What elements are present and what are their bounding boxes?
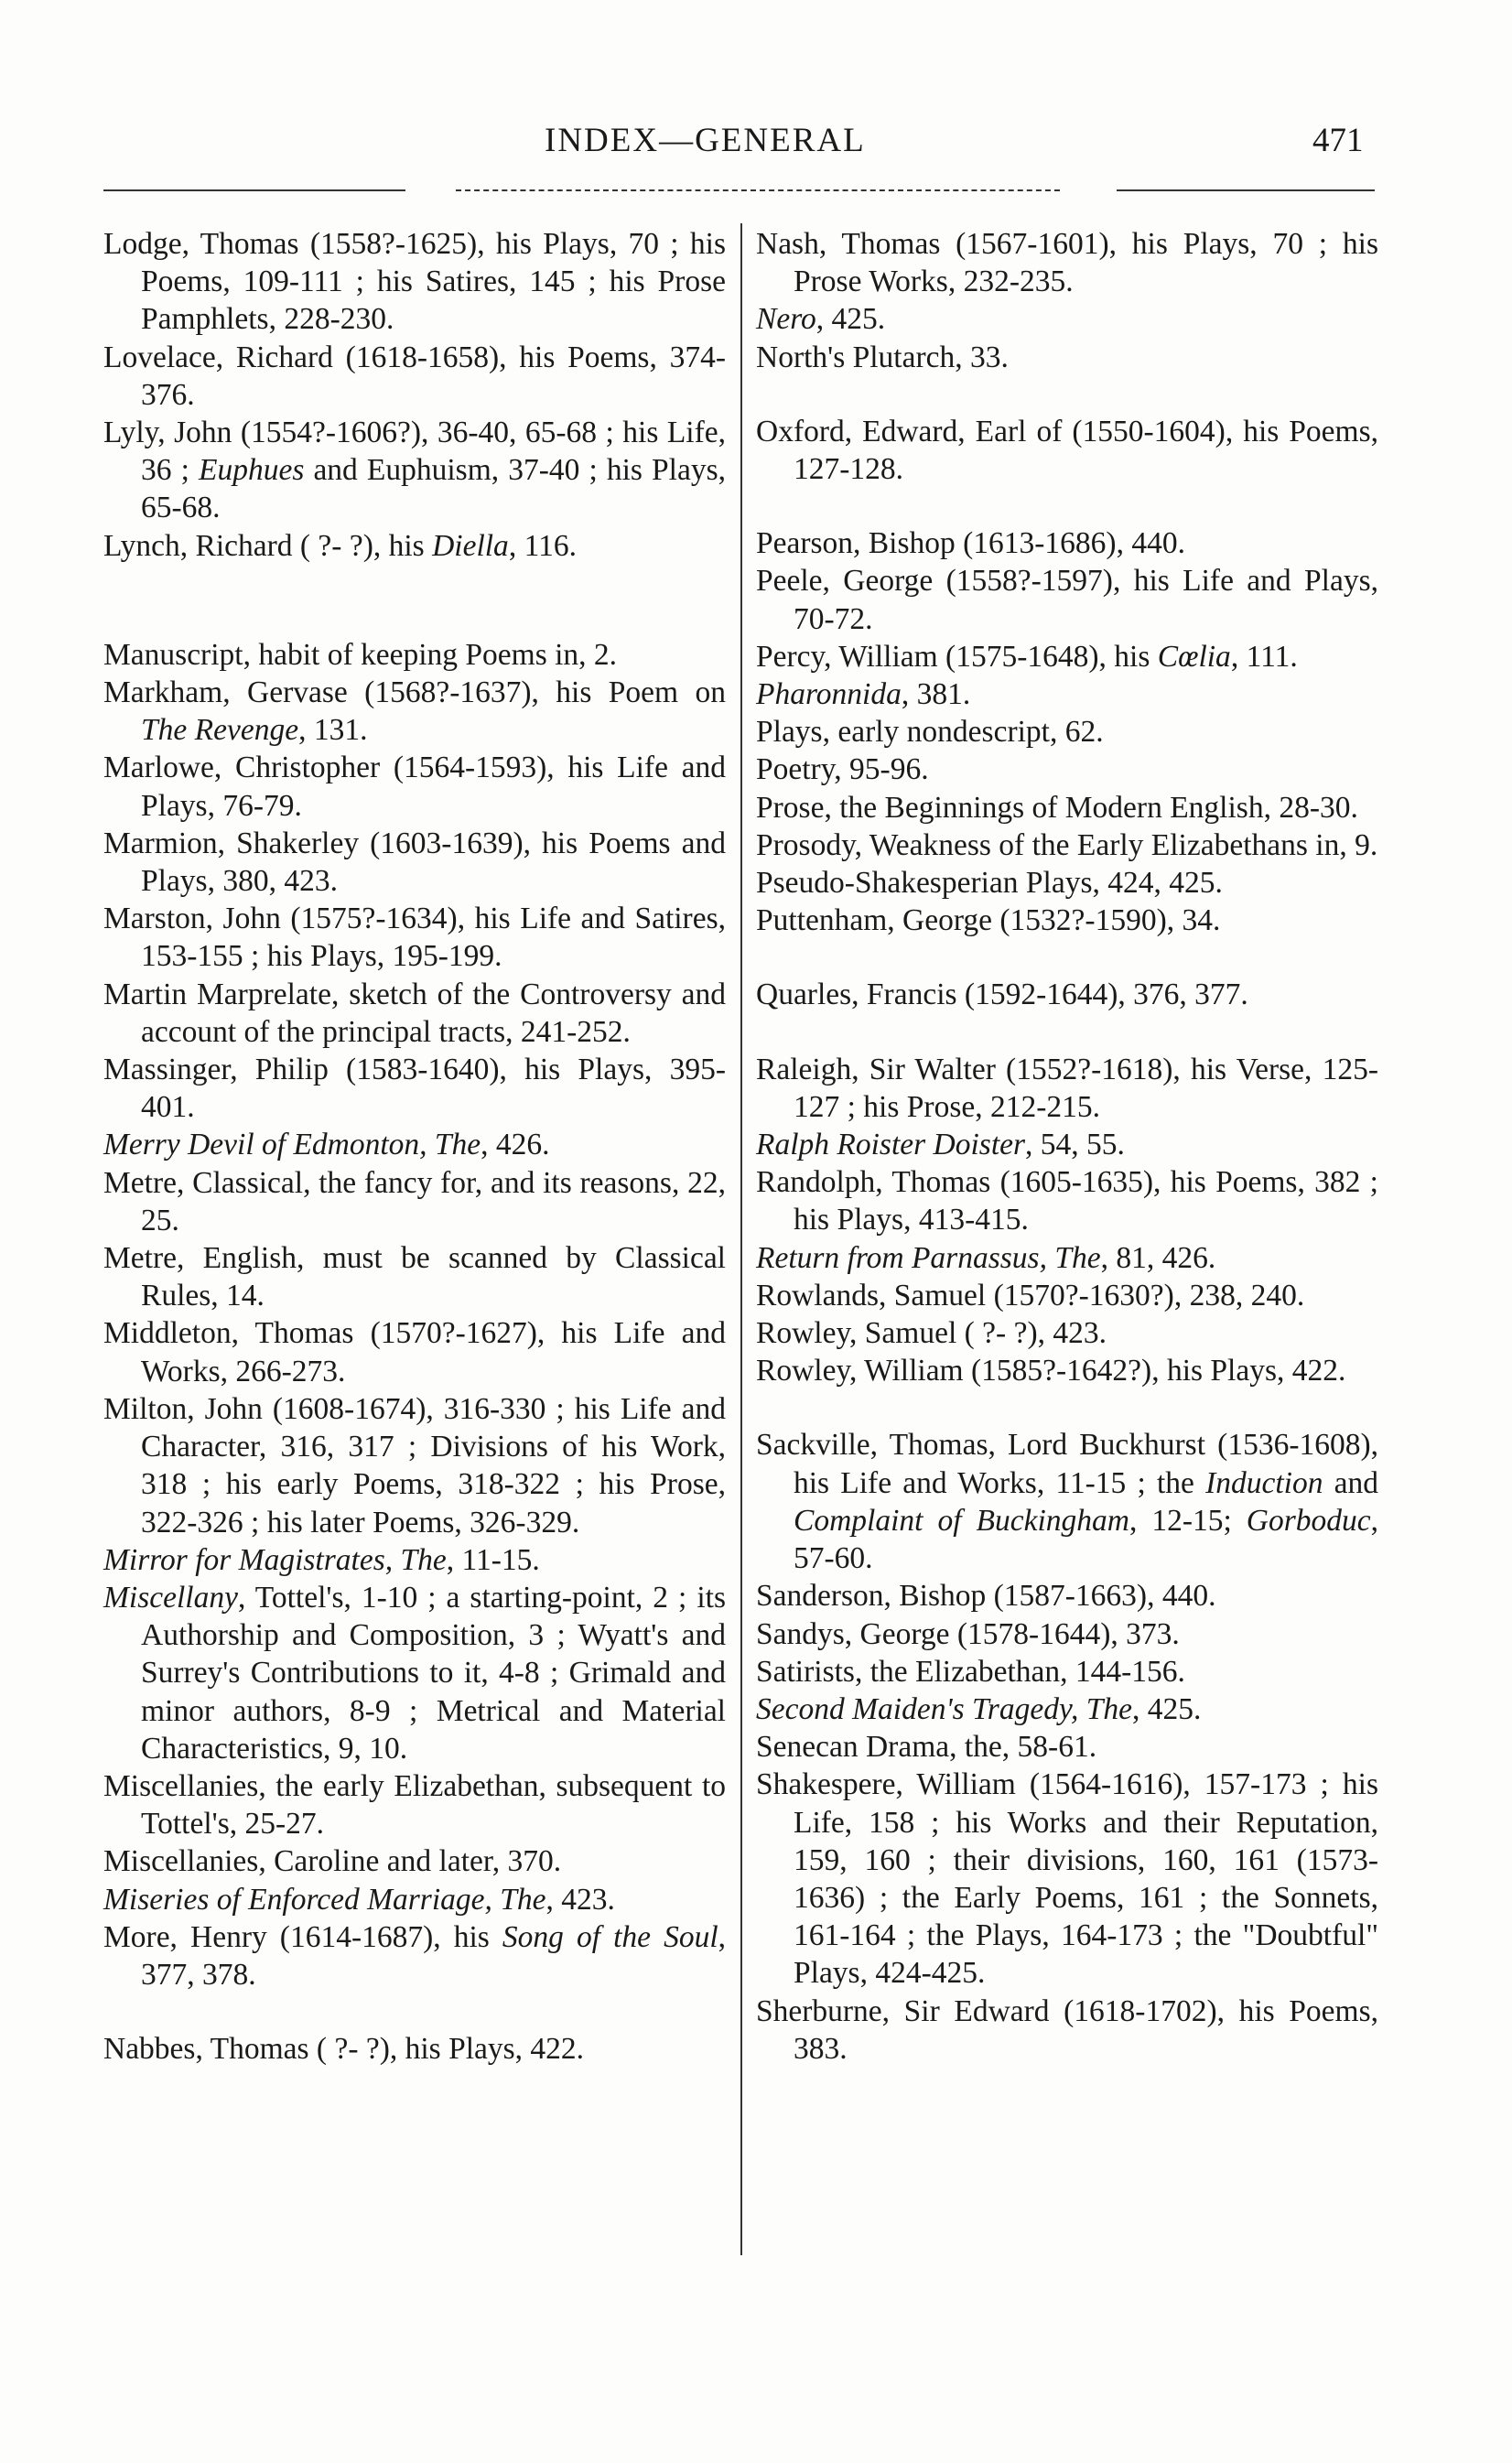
index-entry: [103, 527, 726, 565]
index-entry: [756, 1728, 1378, 1766]
index-entry-italic-text: Gorboduc: [1246, 1503, 1371, 1538]
index-entry: [756, 1352, 1378, 1389]
index-entry: [103, 1881, 726, 1918]
header-rule-middle: [456, 189, 1060, 191]
index-column-right: [756, 225, 1378, 2068]
index-entry-text: Marlowe, Christopher (1564-1593), his Life and Plays, 76-79.: [103, 751, 726, 823]
index-entry-text: , 111.: [1230, 639, 1298, 674]
index-entry-text: Rowley, William (1585?-1642?), his Plays, 422.: [756, 1354, 1346, 1388]
index-entry: [756, 976, 1378, 1013]
index-entry-italic-text: Complaint of Buckingham: [794, 1503, 1129, 1538]
index-entry: [103, 414, 726, 527]
index-entry-text: Rowlands, Samuel (1570?-1630?), 238, 240.: [756, 1278, 1305, 1313]
index-entry-text: Pseudo-Shakesperian Plays, 424, 425.: [756, 866, 1223, 901]
index-entry-text: Lynch, Richard ( ?- ?), his: [103, 528, 433, 563]
index-entry-text: and: [1323, 1465, 1378, 1500]
index-column-left: [103, 225, 726, 2068]
index-entry-italic-text: Pharonnida: [756, 677, 902, 712]
header-rule-left: [103, 189, 405, 191]
index-entry: [103, 2030, 726, 2068]
index-entry-text: , 81, 426.: [1100, 1240, 1216, 1275]
index-entry-text: Oxford, Edward, Earl of (1550-1604), his Poems, 127-128.: [756, 414, 1378, 487]
index-entry-text: , 116.: [508, 528, 577, 563]
letter-group-spacer: [103, 1993, 726, 2030]
index-entry-text: Randolph, Thomas (1605-1635), his Poems, 382 ; his Plays, 413-415.: [756, 1165, 1378, 1237]
letter-group-spacer: [103, 565, 726, 636]
index-entry: [103, 749, 726, 824]
index-entry: [103, 225, 726, 339]
index-entry-italic-text: Merry Devil of Edmonton, The: [103, 1128, 481, 1162]
index-entry-text: Rowley, Samuel ( ?- ?), 423.: [756, 1316, 1107, 1351]
index-entry-text: Peele, George (1558?-1597), his Life and Plays, 70-72.: [756, 564, 1378, 636]
index-entry-italic-text: Miseries of Enforced Marriage, The: [103, 1882, 546, 1917]
index-entry-text: Martin Marprelate, sketch of the Controversy and account of the principal tracts, 241-252.: [103, 977, 726, 1049]
index-entry-text: Massinger, Philip (1583-1640), his Plays, 395-401.: [103, 1053, 726, 1125]
index-entry-italic-text: Nero: [756, 302, 816, 337]
index-entry: [103, 1918, 726, 1993]
index-entry: [756, 562, 1378, 637]
index-entry: [756, 1426, 1378, 1577]
index-entry-text: , 425.: [1131, 1691, 1202, 1726]
index-entry-italic-text: Cœlia: [1157, 639, 1231, 674]
index-entry-text: Lovelace, Richard (1618-1658), his Poems, 374-376.: [103, 340, 726, 412]
column-divider: [740, 223, 742, 2255]
index-entry-text: , 377, 378.: [141, 1919, 726, 1992]
index-entry-text: Marmion, Shakerley (1603-1639), his Poems and Plays, 380, 423.: [103, 826, 726, 899]
index-entry-text: Puttenham, George (1532?-1590), 34.: [756, 903, 1221, 938]
index-entry-text: Metre, Classical, the fancy for, and its reasons, 22, 25.: [103, 1165, 726, 1237]
index-entry-text: , Tottel's, 1-10 ; a starting-point, 2 ; its Authorship and Composition, 3 ; Wyatt's and Surrey's Contributions to it, 4-8 ; Grimald and minor authors, 8-9 ; Metrical and Material Characteristics, 9, 10.: [141, 1580, 726, 1766]
page-header: [0, 121, 1512, 176]
index-entry-text: , 131.: [298, 713, 368, 748]
index-entry-italic-text: Second Maiden's Tragedy, The: [756, 1691, 1132, 1726]
index-entry: [103, 976, 726, 1051]
index-entry: [756, 1615, 1378, 1653]
letter-group-spacer: [756, 376, 1378, 413]
index-entry-text: Sandys, George (1578-1644), 373.: [756, 1616, 1180, 1651]
index-entry-text: North's Plutarch, 33.: [756, 340, 1009, 374]
index-entry: [756, 225, 1378, 300]
index-entry: [756, 713, 1378, 751]
index-entry-text: , 57-60.: [794, 1503, 1379, 1576]
index-entry-text: Raleigh, Sir Walter (1552?-1618), his Verse, 125-127 ; his Prose, 212-215.: [756, 1052, 1378, 1124]
index-entry-text: Milton, John (1608-1674), 316-330 ; his Life and Character, 316, 317 ; Divisions of his Work, 318 ; his early Poems, 318-322 ; his Prose, 322-326 ; his later Poems, 326-329.: [103, 1391, 726, 1539]
index-entry-text: Nash, Thomas (1567-1601), his Plays, 70 ; his Prose Works, 232-235.: [756, 227, 1378, 299]
index-entry: [756, 1766, 1378, 1992]
index-entry-text: , 12-15;: [1129, 1503, 1247, 1538]
index-entry-text: Middleton, Thomas (1570?-1627), his Life and Works, 266-273.: [103, 1316, 726, 1388]
index-entry: [103, 1051, 726, 1126]
index-entry-text: Shakespere, William (1564-1616), 157-173 ; his Life, 158 ; his Works and their Reputation, 159, 160 ; their divisions, 160, 161 (1573-1636) ; the Early Poems, 161 ; the Sonnets, 161-164 ; the Plays, 164-173 ; the "Doubtful" Plays, 424-425.: [756, 1767, 1378, 1991]
index-entry: [756, 1051, 1378, 1126]
index-entry: [756, 1653, 1378, 1691]
index-entry-text: Senecan Drama, the, 58-61.: [756, 1730, 1097, 1765]
index-entry-text: Sherburne, Sir Edward (1618-1702), his Poems, 383.: [756, 1993, 1378, 2066]
header-rule-right: [1117, 189, 1375, 191]
index-entry: [103, 1842, 726, 1880]
index-entry-italic-text: Ralph Roister Doister: [756, 1128, 1026, 1162]
index-entry-text: Percy, William (1575-1648), his: [756, 639, 1158, 674]
index-entry-text: Nabbes, Thomas ( ?- ?), his Plays, 422.: [103, 2032, 585, 2067]
index-entry-italic-text: Diella: [432, 528, 509, 563]
index-entry: [103, 674, 726, 749]
index-entry: [756, 1277, 1378, 1314]
index-entry: [756, 638, 1378, 675]
index-entry-text: Prose, the Beginnings of Modern English, 28-30.: [756, 790, 1358, 825]
index-entry-text: Satirists, the Elizabethan, 144-156.: [756, 1654, 1185, 1689]
index-entry-text: Poetry, 95-96.: [756, 752, 929, 787]
index-entry-text: Quarles, Francis (1592-1644), 376, 377.: [756, 978, 1248, 1012]
index-entry: [103, 825, 726, 900]
letter-group-spacer: [756, 1014, 1378, 1051]
index-entry: [103, 1767, 726, 1842]
index-entry: [756, 1314, 1378, 1352]
index-entry-text: Lodge, Thomas (1558?-1625), his Plays, 70 ; his Poems, 109-111 ; his Satires, 145 ; his Prose Pamphlets, 228-230.: [103, 227, 726, 337]
index-entry-text: Lyly, John (1554?-1606?), 36-40, 65-68 ; his Life, 36 ;: [103, 416, 726, 488]
index-entry-text: Marston, John (1575?-1634), his Life and Satires, 153-155 ; his Plays, 195-199.: [103, 902, 726, 974]
index-entry-italic-text: Induction: [1205, 1465, 1323, 1500]
index-entry-italic-text: Miscellany: [103, 1580, 238, 1615]
index-entry: [756, 864, 1378, 902]
index-entry: [103, 900, 726, 975]
index-entry-text: Miscellanies, Caroline and later, 370.: [103, 1844, 562, 1879]
index-entry: [103, 1314, 726, 1389]
letter-group-spacer: [756, 488, 1378, 524]
index-entry-italic-text: Song of the Soul: [502, 1919, 718, 1954]
index-entry-italic-text: The Revenge: [141, 713, 299, 748]
index-entry-text: Metre, English, must be scanned by Classical Rules, 14.: [103, 1241, 726, 1313]
index-entry: [756, 1126, 1378, 1163]
index-entry: [103, 1579, 726, 1767]
index-entry: [756, 300, 1378, 338]
index-entry-text: , 423.: [545, 1882, 615, 1917]
index-entry: [756, 413, 1378, 488]
index-entry-text: Pearson, Bishop (1613-1686), 440.: [756, 526, 1185, 561]
index-entry: [103, 339, 726, 414]
index-entry-text: , 54, 55.: [1025, 1128, 1125, 1162]
index-entry: [103, 1126, 726, 1163]
index-entry-text: More, Henry (1614-1687), his: [103, 1919, 502, 1954]
index-entry-text: Miscellanies, the early Elizabethan, subsequent to Tottel's, 25-27.: [103, 1768, 726, 1842]
running-head: INDEX—GENERAL: [545, 122, 866, 159]
letter-group-spacer: [756, 939, 1378, 976]
index-entry-italic-text: Return from Parnassus, The: [756, 1240, 1101, 1275]
index-entry: [756, 339, 1378, 376]
index-entry-text: Sackville, Thomas, Lord Buckhurst (1536-1608), his Life and Works, 11-15 ; the: [756, 1428, 1378, 1500]
index-entry: [756, 751, 1378, 788]
index-entry-text: , 425.: [815, 302, 886, 337]
index-entry-text: , 426.: [481, 1128, 550, 1162]
page-number: 471: [1312, 122, 1364, 159]
index-entry-text: Prosody, Weakness of the Early Elizabethans in, 9.: [756, 827, 1378, 862]
index-entry: [103, 636, 726, 674]
index-entry: [756, 1691, 1378, 1728]
index-entry: [103, 1164, 726, 1239]
index-entry: [103, 1390, 726, 1541]
index-entry: [756, 789, 1378, 826]
index-entry: [756, 902, 1378, 939]
index-entry-text: and Euphuism, 37-40 ; his Plays, 65-68.: [141, 453, 726, 525]
index-entry: [756, 1993, 1378, 2068]
index-entry: [756, 675, 1378, 713]
index-entry-italic-text: Mirror for Magistrates, The: [103, 1542, 447, 1577]
index-entry: [756, 1163, 1378, 1238]
index-entry-text: Plays, early nondescript, 62.: [756, 715, 1104, 750]
index-entry-text: Markham, Gervase (1568?-1637), his Poem on: [103, 675, 726, 710]
index-entry: [756, 826, 1378, 864]
index-entry: [756, 1577, 1378, 1615]
index-entry-text: , 11-15.: [446, 1542, 540, 1577]
index-entry-text: Manuscript, habit of keeping Poems in, 2.: [103, 637, 618, 672]
index-entry-text: Sanderson, Bishop (1587-1663), 440.: [756, 1579, 1216, 1614]
index-entry-italic-text: Euphues: [198, 453, 305, 488]
index-entry: [103, 1541, 726, 1579]
index-entry: [756, 1239, 1378, 1277]
index-entry-text: , 381.: [901, 677, 971, 712]
letter-group-spacer: [756, 1389, 1378, 1426]
index-entry: [103, 1239, 726, 1314]
index-entry: [756, 524, 1378, 562]
